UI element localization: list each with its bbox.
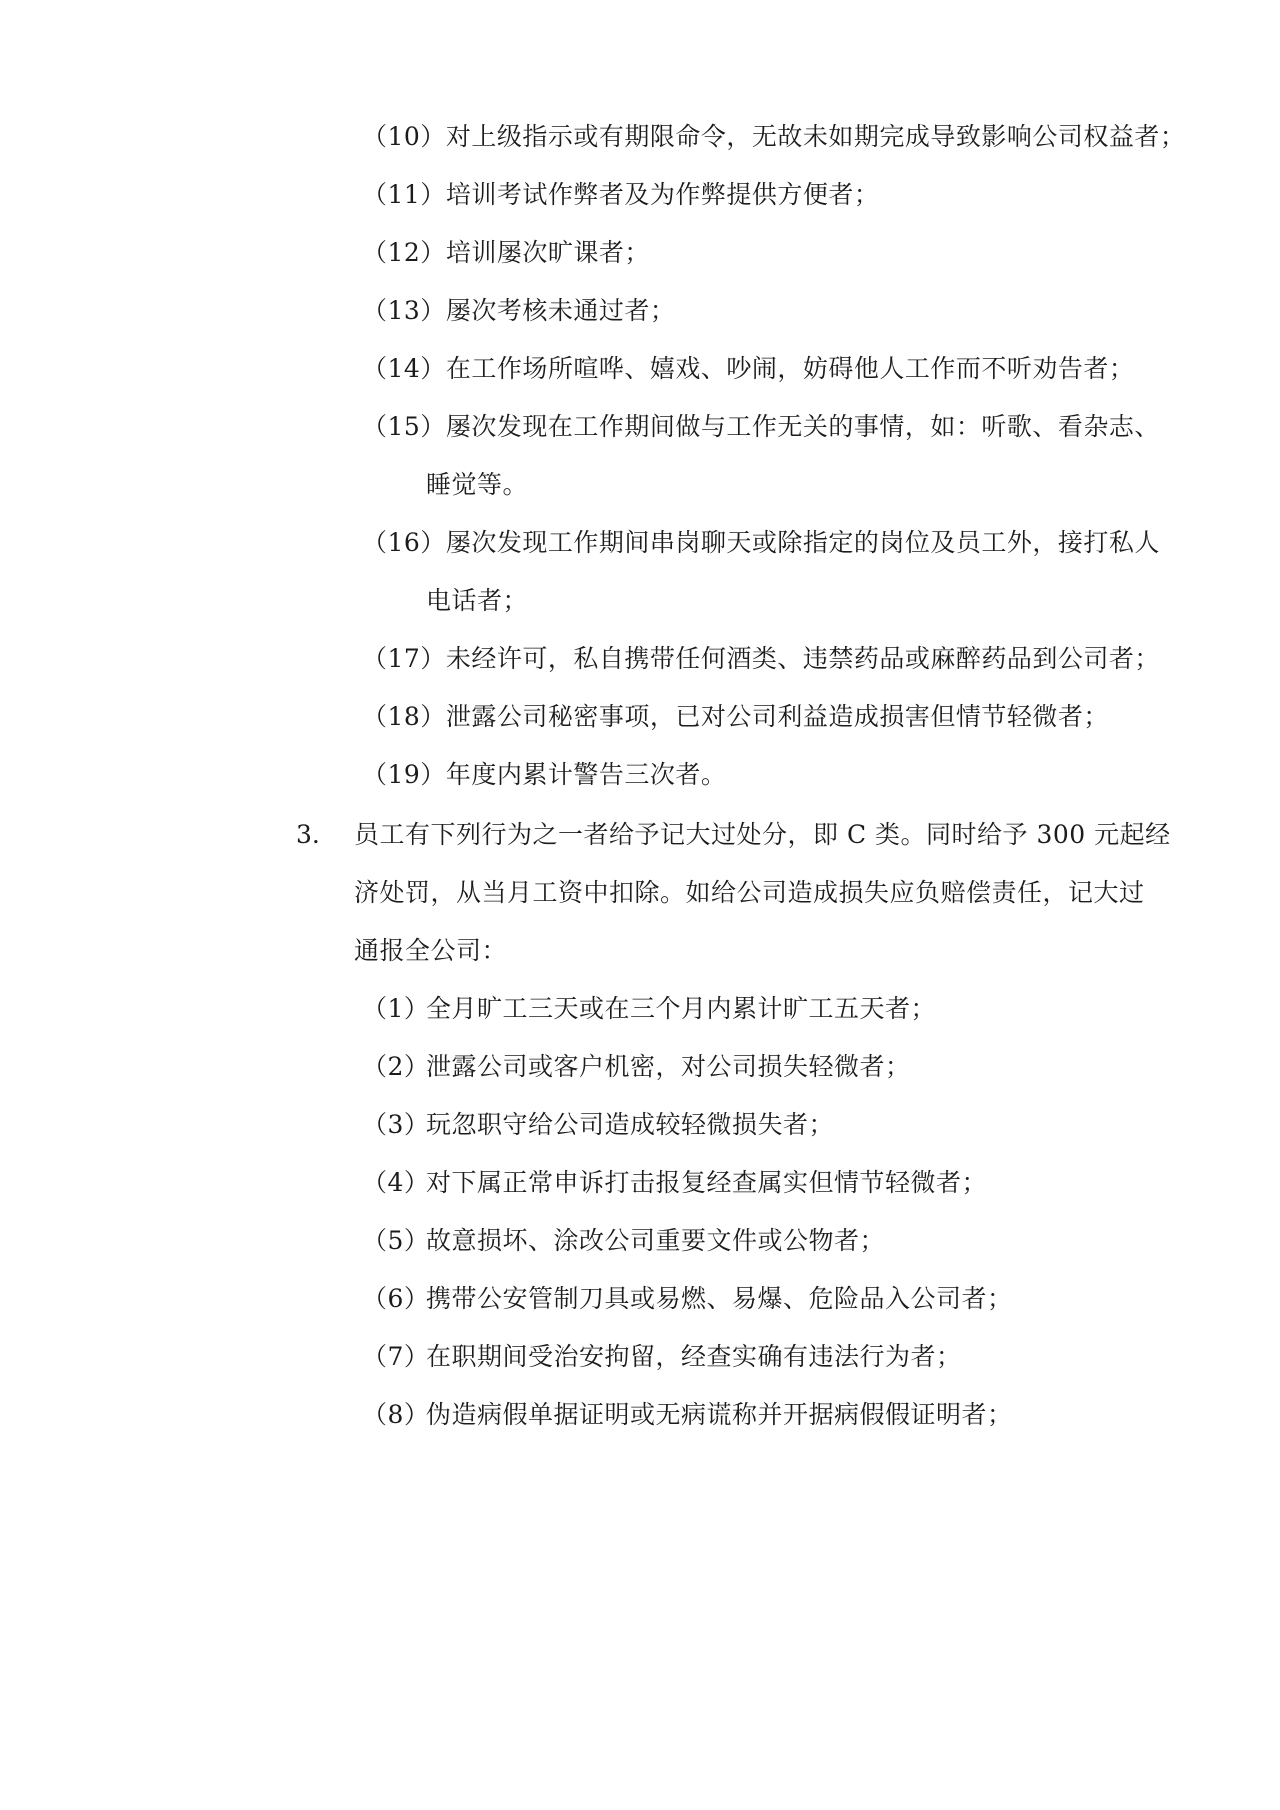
item-text: 在工作场所喧哗、嬉戏、吵闹，妨碍他人工作而不听劝告者； [445,354,1135,383]
item-number: （13） [362,296,446,325]
list-item [362,236,650,270]
item-text: 屡次考核未通过者； [445,296,676,325]
item-text: 对下属正常申诉打击报复经查属实但情节轻微者； [426,1168,988,1197]
item-number: （3） [362,1110,430,1139]
section-paragraph-line: 济处罚，从当月工资中扣除。如给公司造成损失应负赔偿责任，记大过 [354,878,1145,907]
item-text-cont: 电话者； [426,586,529,615]
item-number: （6） [362,1284,430,1313]
list-item [362,1224,885,1258]
item-text: 泄露公司秘密事项，已对公司利益造成损害但情节轻微者； [445,702,1109,731]
item-text: 伪造病假单据证明或无病谎称并开据病假假证明者； [426,1400,1013,1429]
list-item [362,1398,1013,1432]
item-text: 未经许可，私自携带任何酒类、违禁药品或麻醉药品到公司者； [445,644,1160,673]
item-number: （2） [362,1052,430,1081]
list-item [362,992,936,1026]
item-text: 对上级指示或有期限命令，无故未如期完成导致影响公司权益者； [445,122,1186,151]
item-number: （1） [362,994,430,1023]
item-number: （12） [362,238,446,267]
list-item-continuation [426,584,528,618]
item-text: 玩忽职守给公司造成较轻微损失者； [426,1110,835,1139]
section-paragraph-line: 员工有下列行为之一者给予记大过处分，即 C 类。同时给予 300 元起经 [354,820,1171,849]
list-item [362,758,726,792]
list-item [362,410,1160,444]
list-item [362,178,879,212]
item-text: 故意损坏、涂改公司重要文件或公物者； [426,1226,886,1255]
item-number: （5） [362,1226,430,1255]
item-number: （15） [362,412,446,441]
item-number: （16） [362,528,446,557]
list-item [362,120,1185,154]
item-number: （18） [362,702,446,731]
item-number: （19） [362,760,446,789]
list-item [362,1340,962,1374]
item-number: （7） [362,1342,430,1371]
section-paragraph-line: 通报全公司： [354,936,508,965]
item-number: （8） [362,1400,430,1429]
item-text: 屡次发现在工作期间做与工作无关的事情，如：听歌、看杂志、 [445,412,1160,441]
item-text: 年度内累计警告三次者。 [445,760,727,789]
list-item-continuation [426,468,528,502]
item-number: （14） [362,354,446,383]
list-item [362,352,1134,386]
item-text-cont: 睡觉等。 [426,470,529,499]
list-item [362,700,1109,734]
item-text: 培训屡次旷课者； [445,238,650,267]
item-text: 全月旷工三天或在三个月内累计旷工五天者； [426,994,937,1023]
item-number: （4） [362,1168,430,1197]
item-text: 在职期间受治安拘留，经查实确有违法行为者； [426,1342,962,1371]
item-text: 培训考试作弊者及为作弊提供方便者； [445,180,880,209]
list-item [362,526,1160,560]
list-item [362,1282,1013,1316]
item-text: 泄露公司或客户机密，对公司损失轻微者； [426,1052,911,1081]
item-number: （11） [362,180,446,209]
item-number: （17） [362,644,446,673]
list-item [362,1050,911,1084]
list-item [362,294,675,328]
list-item [362,1166,987,1200]
list-item [362,642,1160,676]
item-number: （10） [362,122,446,151]
section-number: 3. [296,820,320,849]
item-text: 屡次发现工作期间串岗聊天或除指定的岗位及员工外，接打私人 [445,528,1160,557]
item-text: 携带公安管制刀具或易燃、易爆、危险品入公司者； [426,1284,1013,1313]
list-item [362,1108,834,1142]
